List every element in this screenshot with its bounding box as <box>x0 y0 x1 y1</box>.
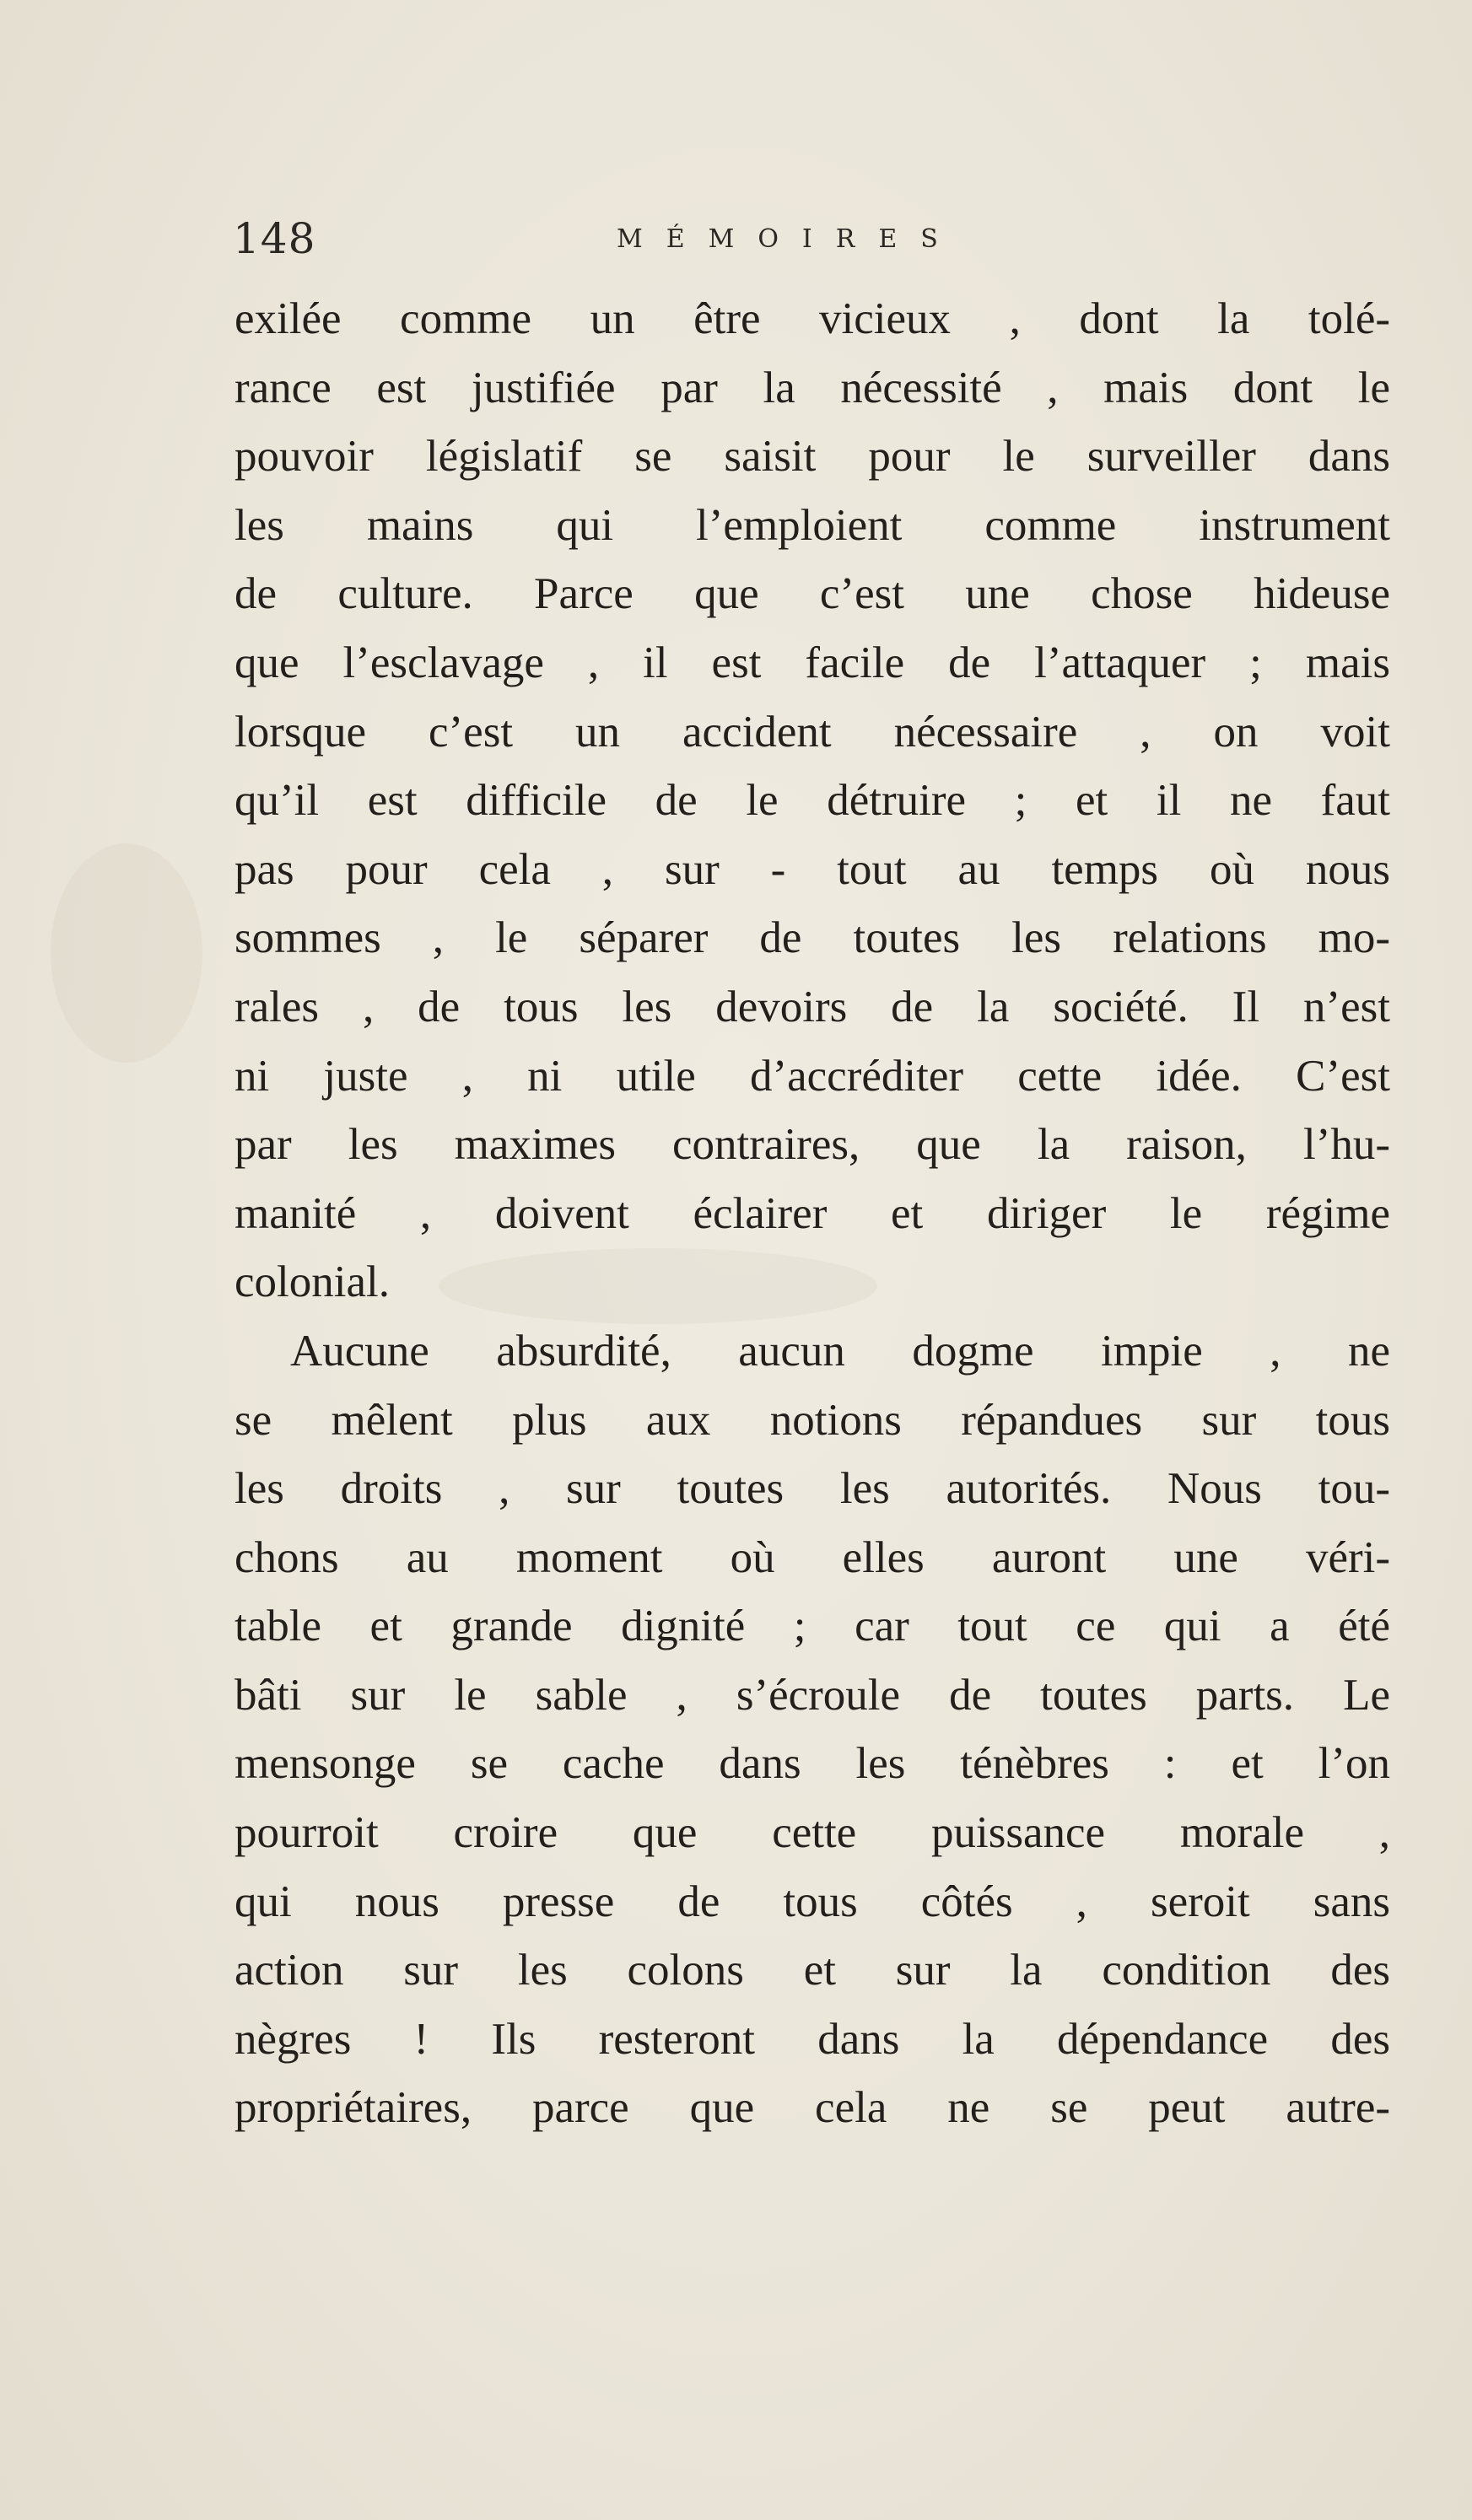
text-line: exilée comme un être vicieux , dont la tolé- <box>235 294 1390 343</box>
text-line: table et grande dignité ; car tout ce qui a été <box>235 1602 1390 1651</box>
page-number: 148 <box>233 214 316 263</box>
text-line: action sur les colons et sur la condition des <box>235 1946 1390 1995</box>
text-line: rance est justifiée par la nécessité , mais dont le <box>235 363 1390 412</box>
text-line: bâti sur le sable , s’écroule de toutes parts. Le <box>235 1670 1390 1720</box>
text-line: qu’il est difficile de le détruire ; et il ne faut <box>235 776 1390 826</box>
text-line: nègres ! Ils resteront dans la dépendance des <box>235 2014 1390 2064</box>
text-line: Aucune absurdité, aucun dogme impie , ne <box>290 1326 1390 1376</box>
text-line: mensonge se cache dans les ténèbres : et l’on <box>235 1739 1390 1789</box>
text-line: ni juste , ni utile d’accréditer cette idée. C’est <box>235 1051 1390 1101</box>
text-line: pas pour cela , sur - tout au temps où nous <box>235 844 1390 894</box>
text-line: propriétaires, parce que cela ne se peut autre- <box>235 2083 1390 2133</box>
text-line: se mêlent plus aux notions répandues sur tous <box>235 1395 1390 1445</box>
running-head: MÉMOIRES <box>617 224 962 254</box>
page-header <box>233 209 1397 268</box>
text-line: chons au moment où elles auront une véri- <box>235 1532 1390 1582</box>
text-line: de culture. Parce que c’est une chose hideuse <box>235 569 1390 619</box>
text-line: pouvoir législatif se saisit pour le surveiller dans <box>235 432 1390 482</box>
text-line: sommes , le séparer de toutes les relations mo- <box>235 913 1390 963</box>
text-line: les mains qui l’emploient comme instrument <box>235 500 1390 550</box>
body-text <box>235 285 1390 2143</box>
text-line: par les maximes contraires, que la raison, l’hu- <box>235 1120 1390 1170</box>
paper-stain <box>51 843 202 1063</box>
text-line: les droits , sur toutes les autorités. Nous tou- <box>235 1464 1390 1514</box>
text-line: rales , de tous les devoirs de la société. Il n’est <box>235 982 1390 1031</box>
text-line: lorsque c’est un accident nécessaire , on voit <box>235 707 1390 757</box>
text-line: que l’esclavage , il est facile de l’attaquer ; mais <box>235 638 1390 687</box>
text-line: pourroit croire que cette puissance morale , <box>235 1808 1390 1858</box>
text-line: qui nous presse de tous côtés , seroit sans <box>235 1877 1390 1926</box>
text-line: colonial. <box>235 1257 390 1307</box>
text-line: manité , doivent éclairer et diriger le régime <box>235 1188 1390 1238</box>
